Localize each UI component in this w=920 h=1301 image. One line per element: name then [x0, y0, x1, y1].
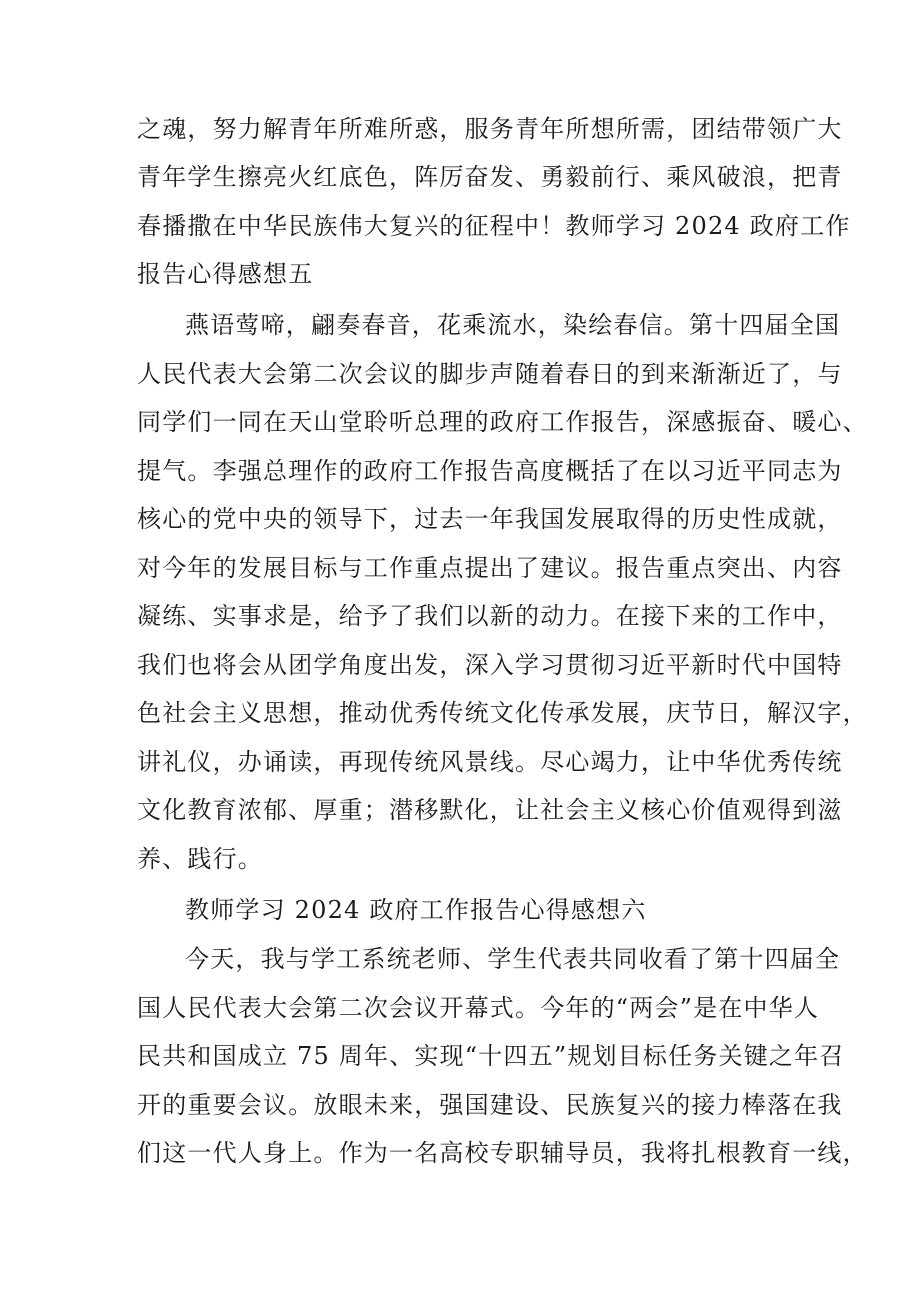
text-line: 核心的党中央的领导下，过去一年我国发展取得的历史性成就， — [137, 505, 843, 533]
section-heading: 教师学习 2024 政府工作报告心得感想六 — [185, 896, 647, 924]
text-line: 提气。李强总理作的政府工作报告高度概括了在以习近平同志为 — [137, 457, 843, 485]
text-line: 民共和国成立 75 周年、实现“十四五”规划目标任务关键之年召 — [137, 1042, 845, 1070]
text-line: 报告心得感想五 — [137, 260, 314, 288]
text-line: 人民代表大会第二次会议的脚步声随着春日的到来渐渐近了，与 — [137, 360, 843, 388]
text-line: 们这一代人身上。作为一名高校专职辅导员，我将扎根教育一线， — [137, 1139, 868, 1167]
paragraph-first-line: 今天，我与学工系统老师、学生代表共同收看了第十四届全 — [185, 945, 841, 973]
text-line: 凝练、实事求是，给予了我们以新的动力。在接下来的工作中， — [137, 602, 843, 630]
text-line: 对今年的发展目标与工作重点提出了建议。报告重点突出、内容 — [137, 554, 843, 582]
text-line: 文化教育浓郁、厚重；潜移默化，让社会主义核心价值观得到滋 — [137, 796, 843, 824]
text-line: 春播撒在中华民族伟大复兴的征程中！教师学习 2024 政府工作 — [137, 212, 851, 240]
text-line: 青年学生擦亮火红底色，阵厉奋发、勇毅前行、乘风破浪，把青 — [137, 163, 843, 191]
text-line: 讲礼仪，办诵读，再现传统风景线。尽心竭力，让中华优秀传统 — [137, 748, 843, 776]
text-line: 养、践行。 — [137, 845, 263, 873]
text-line: 色社会主义思想，推动优秀传统文化传承发展，庆节日，解汉字， — [137, 699, 868, 727]
text-line: 国人民代表大会第二次会议开幕式。今年的“两会”是在中华人 — [137, 994, 820, 1022]
paragraph-first-line: 燕语莺啼，翩奏春音，花乘流水，染绘春信。第十四届全国 — [185, 311, 841, 339]
text-line: 之魂，努力解青年所难所惑，服务青年所想所需，团结带领广大 — [137, 115, 843, 143]
text-line: 同学们一同在天山堂聆听总理的政府工作报告，深感振奋、暖心、 — [137, 408, 868, 436]
text-line: 我们也将会从团学角度出发，深入学习贯彻习近平新时代中国特 — [137, 651, 843, 679]
text-line: 开的重要会议。放眼未来，强国建设、民族复兴的接力棒落在我 — [137, 1091, 843, 1119]
